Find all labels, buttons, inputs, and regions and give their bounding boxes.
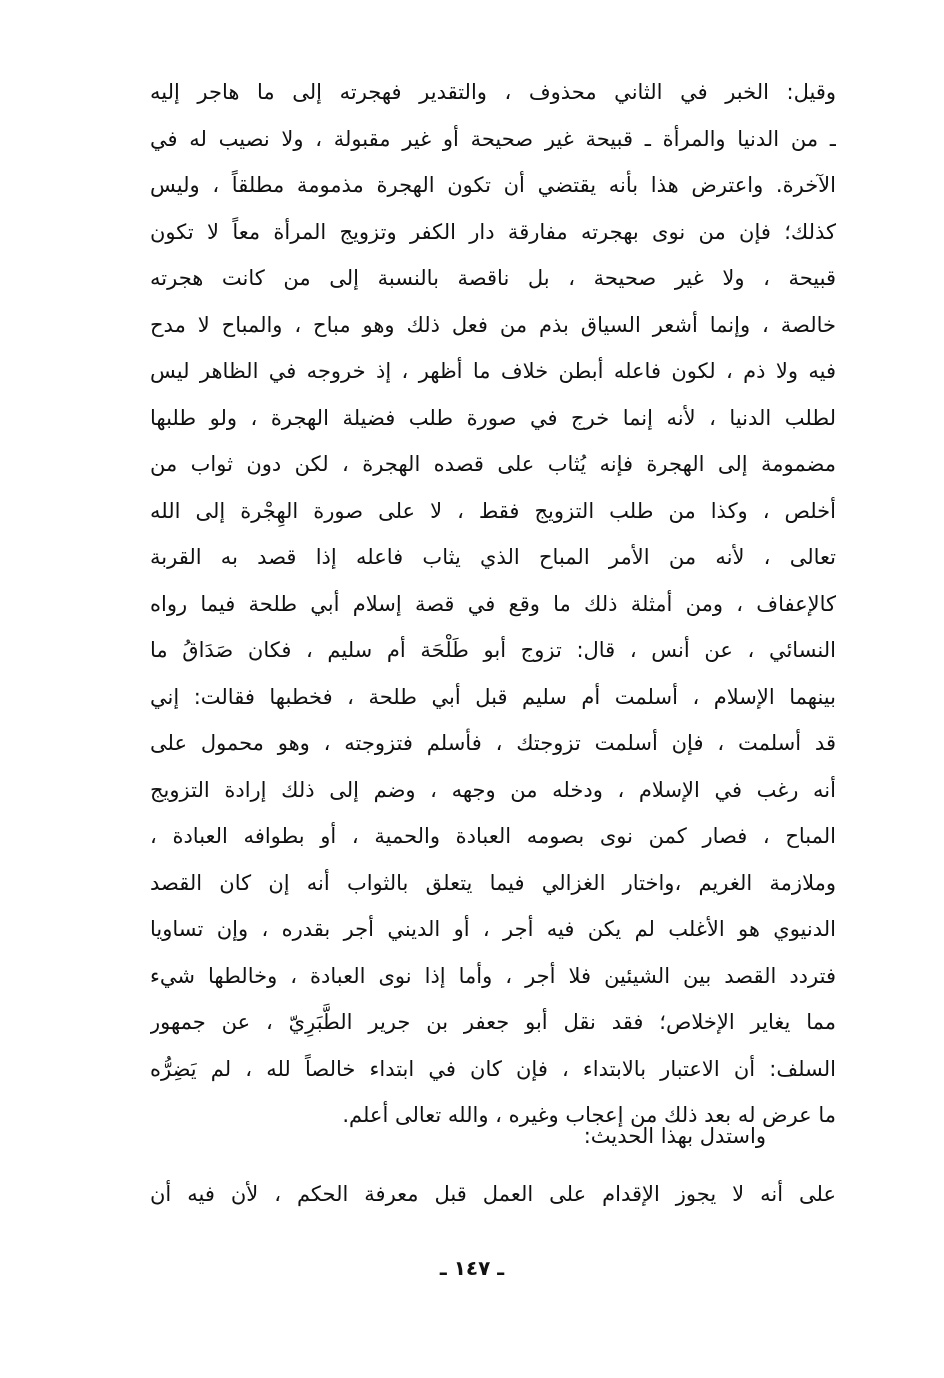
text-line: المباح ، فصار كمن نوى بصومه العبادة والحمية ، أو بطوافه العبادة ،	[150, 824, 836, 848]
text-line: ـ من الدنيا والمرأة ـ قبيحة غير صحيحة أو غير مقبولة ، ولا نصيب له في	[150, 126, 836, 151]
text-line: لطلب الدنيا ، لأنه إنما خرج في صورة طلب فضيلة الهجرة ، ولو طلبها	[150, 405, 836, 430]
text-line: قبيحة ، ولا غير صحيحة ، بل ناقصة بالنسبة إلى من كانت هجرته	[150, 266, 836, 290]
paragraph-continued	[150, 1171, 836, 1218]
text-line: ما عرض له بعد ذلك من إعجاب وغيره ، والله تعالى أعلم.	[342, 1103, 836, 1127]
text-line: السلف: أن الاعتبار بالابتداء ، فإن كان في ابتداء خالصاً لله ، لم يَضِرُّه	[150, 1056, 836, 1081]
text-line: أنه رغب في الإسلام ، ودخله من وجهه ، وضم إلى ذلك إرادة التزويج	[150, 777, 836, 802]
text-line: كذلك؛ فإن من نوى بهجرته مفارقة دار الكفر وتزويج المرأة معاً لا تكون	[150, 219, 836, 244]
text-line: أخلص ، وكذا من طلب التزويج فقط ، لا على صورة الهِجْرة إلى الله	[150, 498, 836, 523]
text-line: الدنيوي هو الأغلب لم يكن فيه أجر ، أو الديني أجر بقدره ، وإن تساويا	[150, 917, 836, 941]
page-number: ـ ١٤٧ ـ	[439, 1256, 505, 1280]
text-line: فتردد القصد بين الشيئين فلا أجر ، وأما إذا نوى العبادة ، وخالطها شيء	[150, 963, 836, 988]
text-line: النسائي ، عن أنس ، قال: تزوج أبو طَلْحَة أم سليم ، فكان صَدَاقُ ما	[150, 638, 836, 662]
paragraph-main	[150, 69, 836, 1139]
text-line: خالصة ، وإنما أشعر السياق بذم من فعل ذلك وهو مباح ، والمباح لا مدح	[150, 312, 836, 337]
section-heading: واستدل بهذا الحديث:	[583, 1124, 766, 1148]
text-line: وملازمة الغريم ،واختار الغزالي فيما يتعلق بالثواب أنه إن كان القصد	[150, 870, 836, 895]
text-line: تعالى ، لأنه من الأمر المباح الذي يثاب فاعله إذا قصد به القربة	[150, 545, 836, 569]
text-line: مضمومة إلى الهجرة فإنه يُثاب على قصده الهجرة ، لكن دون ثواب من	[150, 452, 836, 476]
text-line: على أنه لا يجوز الإقدام على العمل قبل معرفة الحكم ، لأن فيه أن	[150, 1182, 836, 1206]
text-line: مما يغاير الإخلاص؛ فقد نقل أبو جعفر بن جرير الطَّبَرِيّ ، عن جمهور	[150, 1010, 836, 1034]
text-line: قد أسلمت ، فإن أسلمت تزوجتك ، فأسلم فتزوجته ، وهو محمول على	[150, 731, 836, 755]
text-line: فيه ولا ذم ، لكون فاعله أبطن خلاف ما أظهر ، إذ خروجه في الظاهر ليس	[150, 359, 836, 383]
text-line: الآخرة. واعترض هذا بأنه يقتضي أن تكون الهجرة مذمومة مطلقاً ، وليس	[150, 173, 836, 197]
text-line: كالإعفاف ، ومن أمثلة ذلك ما وقع في قصة إسلام أبي طلحة فيما رواه	[150, 591, 836, 616]
text-line: بينهما الإسلام ، أسلمت أم سليم قبل أبي طلحة ، فخطبها فقالت: إني	[150, 684, 836, 709]
text-line: وقيل: الخبر في الثاني محذوف ، والتقدير فهجرته إلى ما هاجر إليه	[150, 80, 836, 104]
